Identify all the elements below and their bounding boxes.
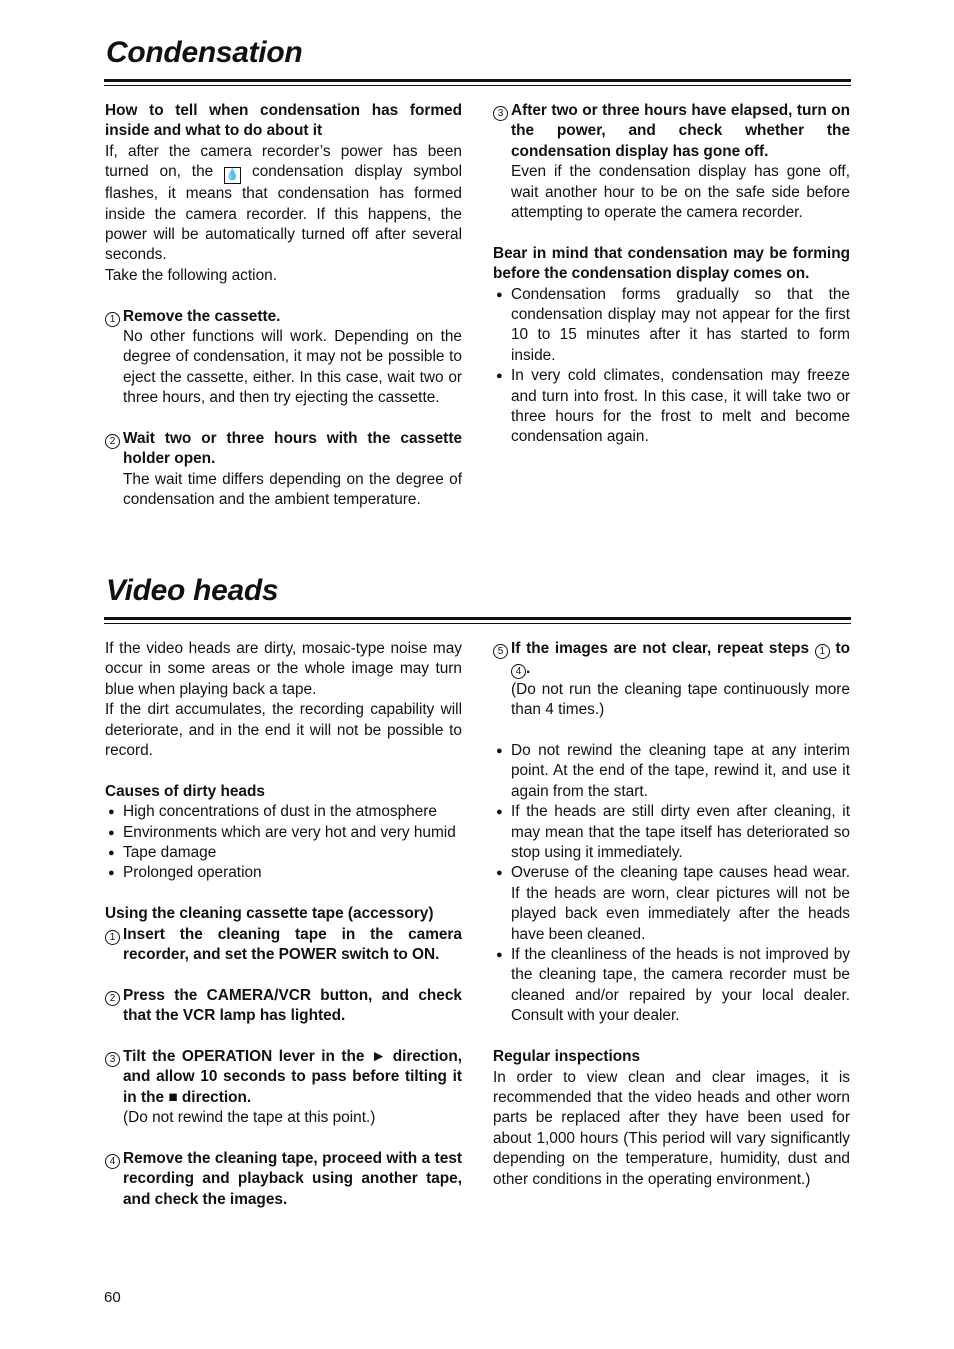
condensation-note-heading: Bear in mind that condensation may be forming before the condensation display comes on.: [493, 244, 850, 283]
condensation-left-column: [105, 101, 462, 511]
condensation-right-column: [493, 101, 850, 448]
step-title: Insert the cleaning tape in the camera recorder, and set the POWER switch to ON.: [123, 925, 462, 964]
list-item: ● If the heads are still dirty even after cleaning, it may mean that the tape itself has deteriorated so stop using it immediately.: [493, 802, 850, 863]
list-item: ● High concentrations of dust in the atmosphere: [105, 802, 462, 822]
cleaning-step-2: [105, 986, 462, 1027]
page-number: 60: [104, 1289, 121, 1306]
condensation-intro: If, after the camera recorder’s power has been turned on, the 💧 condensation display symbol flashes, it means that condensation has formed inside the camera recorder. If this happens, the power will be automatically turned off after several seconds.: [105, 142, 462, 264]
video-heads-right-column: [493, 639, 850, 1190]
stop-icon: ■: [168, 1088, 178, 1106]
step-number: 2: [105, 991, 120, 1006]
inspections-body: In order to view clean and clear images, it is recommended that the video heads and other worn parts be replaced after they have been used for about 1,000 hours (This period will vary significantly depending on the temperature, humidity, dust and other conditions in the operating environment.): [493, 1068, 850, 1188]
condensation-heading: How to tell when condensation has formed inside and what to do about it: [105, 102, 462, 140]
step-number: 2: [105, 434, 120, 449]
title-rule-thin: [104, 85, 851, 86]
video-heads-left-column: [105, 639, 462, 1210]
step-number: 5: [493, 644, 508, 659]
condensation-step-3: [493, 101, 850, 223]
condensation-step-1: [105, 307, 462, 409]
title-rule-thin: [104, 623, 851, 624]
list-item: ● Tape damage: [105, 843, 462, 863]
step-number: 1: [105, 312, 120, 327]
step-ref: 4: [511, 664, 526, 679]
step-number: 4: [105, 1154, 120, 1169]
condensation-action: Take the following action.: [105, 266, 277, 284]
step-title: After two or three hours have elapsed, turn on the power, and check whether the condensation display has gone off.: [511, 102, 850, 160]
condensation-drop-icon: 💧: [224, 167, 241, 184]
step-body: Even if the condensation display has gone off, wait another hour to be on the safe side before attempting to operate the camera recorder.: [511, 163, 850, 222]
step-body: The wait time differs depending on the degree of condensation and the ambient temperature.: [123, 470, 462, 509]
step-body: No other functions will work. Depending on the degree of condensation, it may not be possible to eject the cassette, either. In this case, wait two or three hours, and then try ejecting the cassette.: [123, 328, 462, 407]
condensation-title: Condensation: [106, 36, 303, 69]
list-item: ● Prolonged operation: [105, 863, 462, 883]
step-body: (Do not run the cleaning tape continuously more than 4 times.): [511, 680, 850, 719]
step-number: 3: [105, 1052, 120, 1067]
step-ref: 1: [815, 644, 830, 659]
video-heads-title: Video heads: [106, 574, 279, 607]
condensation-step-2: [105, 429, 462, 511]
inspections-heading: Regular inspections: [493, 1048, 641, 1066]
list-item: ● Do not rewind the cleaning tape at any interim point. At the end of the tape, rewind it, and use it again from the start.: [493, 741, 850, 802]
step-number: 1: [105, 930, 120, 945]
video-heads-intro-2: If the dirt accumulates, the recording capability will deteriorate, and in the end it will not be possible to record.: [105, 701, 462, 760]
cleaning-step-1: [105, 925, 462, 966]
step-title: If the images are not clear, repeat steps 1 to 4 .: [511, 640, 850, 678]
list-item: ● Overuse of the cleaning tape causes head wear. If the heads are worn, clear pictures will not be played back even immediately after the heads have been cleaned.: [493, 863, 850, 945]
step-number: 3: [493, 106, 508, 121]
list-item: ● Environments which are very hot and very humid: [105, 823, 462, 843]
step-title: Press the CAMERA/VCR button, and check that the VCR lamp has lighted.: [123, 986, 462, 1025]
play-icon: ►: [371, 1048, 387, 1066]
step-body: (Do not rewind the tape at this point.): [123, 1109, 376, 1127]
title-rule: [104, 79, 851, 82]
step-title: Tilt the OPERATION lever in the ► direction, and allow 10 seconds to pass before tilting it in the ■ direction.: [123, 1048, 463, 1106]
cleaning-heading: Using the cleaning cassette tape (accessory): [105, 905, 434, 923]
step-title: Remove the cassette.: [123, 307, 281, 325]
title-rule: [104, 617, 851, 620]
list-item: ● In very cold climates, condensation may freeze and turn into frost. In this case, it will take two or three hours for the frost to melt and become condensation again.: [493, 366, 850, 448]
video-heads-intro-1: If the video heads are dirty, mosaic-type noise may occur in some areas or the whole image may turn blue when playing back a tape.: [105, 640, 462, 698]
step-title: Remove the cleaning tape, proceed with a test recording and playback using another tape, and check the images.: [123, 1150, 462, 1208]
list-item: ● Condensation forms gradually so that the condensation display may not appear for the first 10 to 15 minutes after it has started to form inside.: [493, 285, 850, 367]
list-item: ● If the cleanliness of the heads is not improved by the cleaning tape, the camera recorder must be cleaned and/or repaired by your local dealer. Consult with your dealer.: [493, 945, 850, 1027]
causes-heading: Causes of dirty heads: [105, 782, 265, 800]
cleaning-step-3: [105, 1047, 462, 1129]
cleaning-step-5: [493, 639, 850, 721]
step-title: Wait two or three hours with the cassette holder open.: [123, 430, 462, 468]
cleaning-step-4: [105, 1149, 462, 1210]
